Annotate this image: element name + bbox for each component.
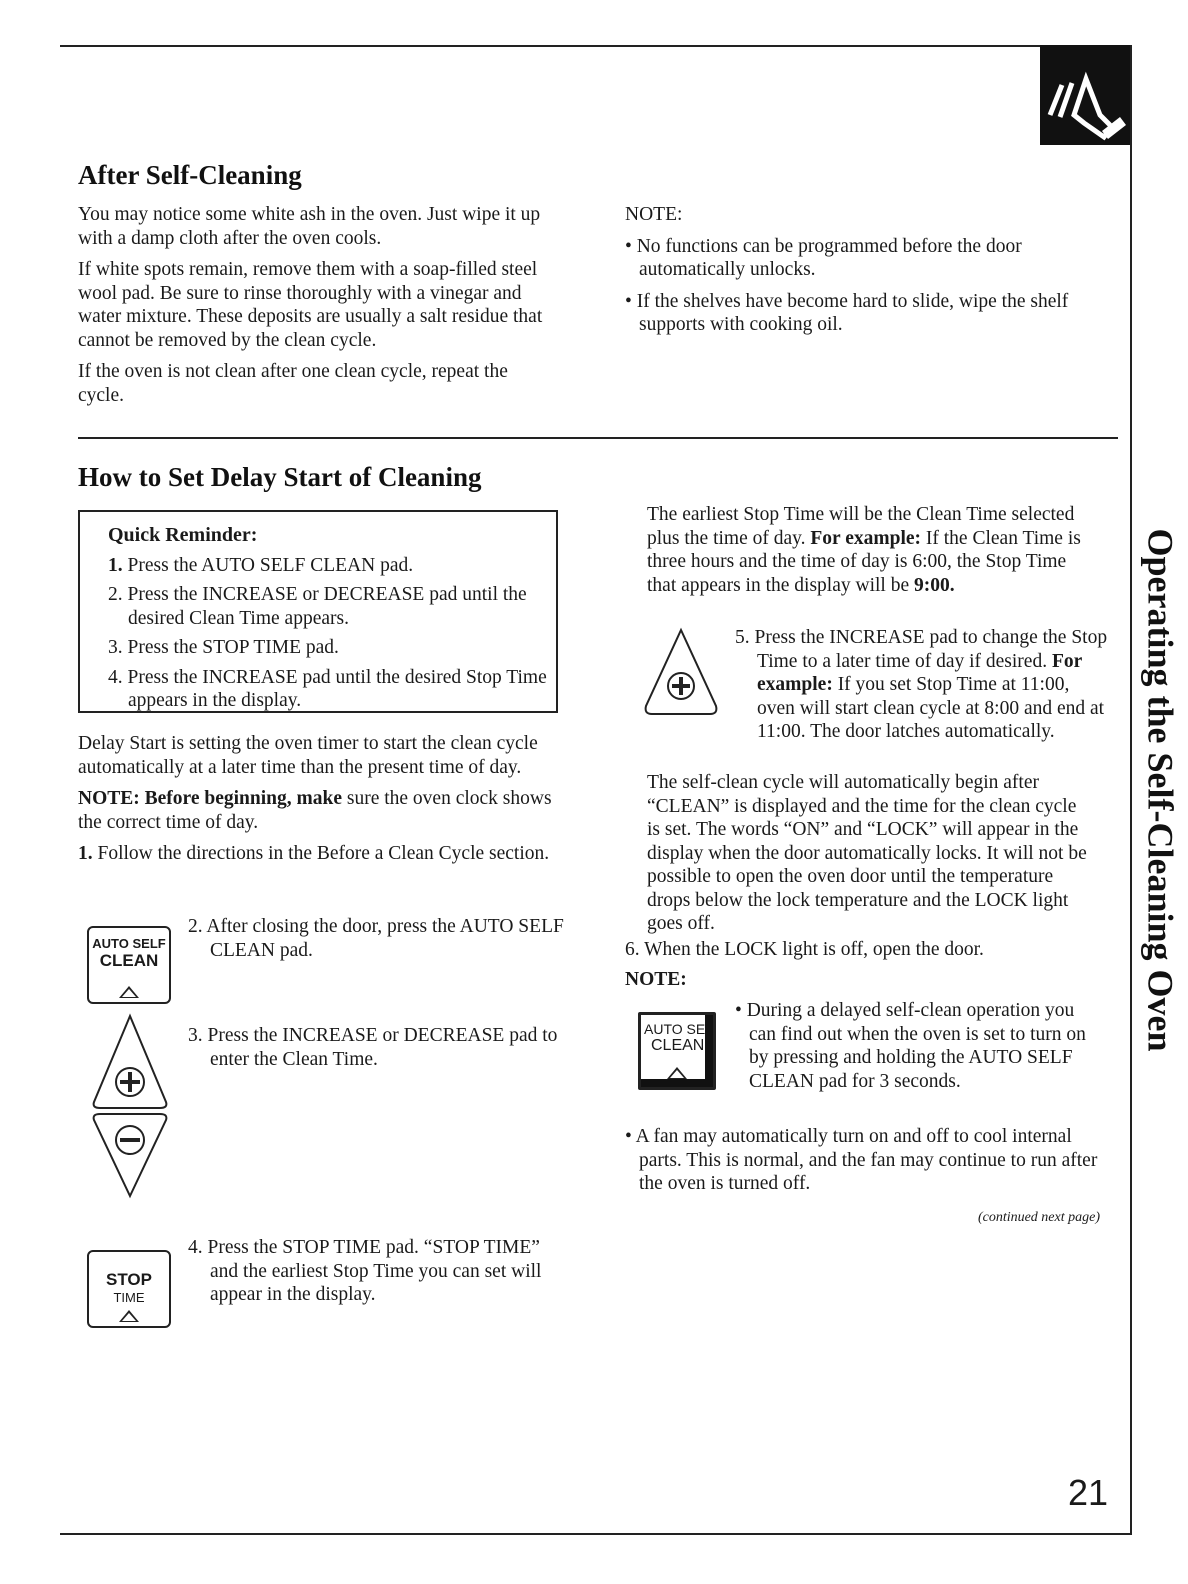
- section-divider: [78, 437, 1118, 439]
- reminder-step: 2. Press the INCREASE or DECREASE pad until the desired Clean Time appears.: [108, 584, 527, 629]
- bottom-rule: [60, 1533, 1130, 1535]
- auto-self-clean-pad-small-icon: AUTO SEL CLEAN: [638, 1012, 716, 1090]
- self-clean-paragraph: The self-clean cycle will automatically begin after “CLEAN” is displayed and the time for the clean cycle is set. The words “ON” and “LOCK” will appear in the display when the door automatically locks. It will not be possible to open the oven door until the temperature drops below the lock temperature and the LOCK light goes off.: [647, 772, 1087, 934]
- stop-time-pad-icon: STOP TIME: [87, 1250, 171, 1328]
- reminder-step: 4. Press the INCREASE pad until the desired Stop Time appears in the display.: [108, 666, 547, 711]
- continued-note: (continued next page): [977, 1210, 1100, 1225]
- note-bullet: • If the shelves have become hard to slide, wipe the shelf supports with cooking oil.: [625, 290, 1069, 335]
- quick-reminder-title: Quick Reminder:: [108, 524, 258, 546]
- note-bullet: • During a delayed self-clean operation you can find out when the oven is set to turn on by pressing and holding the AUTO SELF CLEAN pad for 3 seconds.: [735, 1000, 1086, 1092]
- top-rule: [60, 45, 1130, 47]
- earliest-stop-paragraph: The earliest Stop Time will be the Clean Time selected plus the time of day. For example: If the Clean Time is three hours and the time of day is 6:00, the Stop Time that appears in the display will be 9:00.: [647, 504, 1081, 596]
- note-bullet: • No functions can be programmed before the door automatically unlocks.: [625, 235, 1022, 280]
- after-cleaning-left-column: [78, 203, 558, 415]
- note-label: NOTE:: [625, 204, 683, 225]
- paragraph: If white spots remain, remove them with a soap-filled steel wool pad. Be sure to rinse thoroughly with a vinegar and water mixture. These deposits are usually a salt residue that cannot be removed by the clean cycle.: [78, 259, 543, 351]
- after-cleaning-heading: After Self-Cleaning: [78, 160, 302, 190]
- reminder-step: 3. Press the STOP TIME pad.: [108, 637, 339, 658]
- auto-self-clean-pad-icon: AUTO SELF CLEAN: [87, 926, 171, 1004]
- side-rule: [1130, 45, 1132, 1535]
- delay-start-left-column: [78, 732, 553, 874]
- step-1: 1. Follow the directions in the Before a Clean Cycle section.: [78, 843, 550, 864]
- paragraph: If the oven is not clean after one clean cycle, repeat the cycle.: [78, 361, 508, 406]
- side-section-title: Operating the Self-Cleaning Oven: [1140, 528, 1181, 1052]
- after-cleaning-notes: [625, 203, 1080, 345]
- increase-pad-icon: [642, 624, 720, 720]
- step-3: 3. Press the INCREASE or DECREASE pad to enter the Clean Time.: [188, 1025, 558, 1070]
- delay-start-heading: How to Set Delay Start of Cleaning: [78, 462, 482, 492]
- note-label: NOTE:: [625, 969, 687, 990]
- step-4: 4. Press the STOP TIME pad. “STOP TIME” and the earliest Stop Time you can set will appear in the display.: [188, 1237, 542, 1305]
- hand-icon-tab: [1040, 45, 1130, 145]
- quick-reminder-box: [78, 510, 558, 713]
- reminder-step: 1. Press the AUTO SELF CLEAN pad.: [108, 554, 414, 576]
- increase-decrease-pad-icons: [90, 1010, 170, 1200]
- intro-paragraph: Delay Start is setting the oven timer to start the clean cycle automatically at a later time than the present time of day.: [78, 733, 538, 778]
- page-number: 21: [1067, 1472, 1108, 1513]
- step-5: 5. Press the INCREASE pad to change the Stop Time to a later time of day if desired. For example: If you set Stop Time at 11:00, oven will start clean cycle at 8:00 and end at 11:00. The door latches automatically.: [735, 627, 1108, 742]
- pressing-hand-icon: [1040, 45, 1130, 145]
- step-2: 2. After closing the door, press the AUTO SELF CLEAN pad.: [188, 916, 564, 961]
- paragraph: You may notice some white ash in the oven. Just wipe it up with a damp cloth after the oven cools.: [78, 204, 541, 249]
- step-6: 6. When the LOCK light is off, open the door.: [625, 939, 984, 960]
- note-paragraph: NOTE: Before beginning, make sure the oven clock shows the correct time of day.: [78, 788, 552, 833]
- note-bullet: • A fan may automatically turn on and off to cool internal parts. This is normal, and the fan may continue to run after the oven is turned off.: [625, 1126, 1098, 1194]
